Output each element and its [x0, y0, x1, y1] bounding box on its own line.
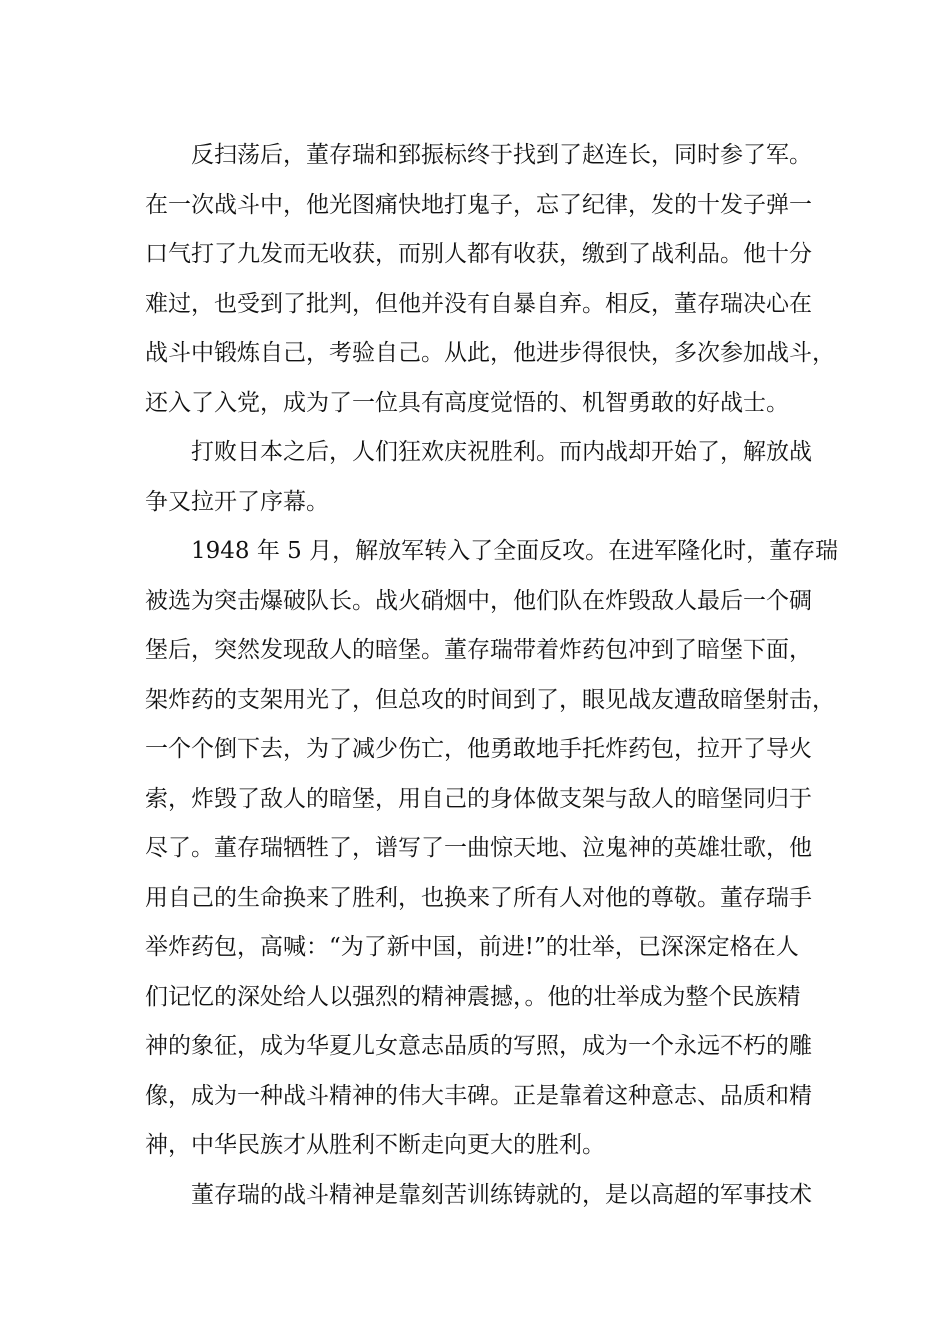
text-line: 反扫荡后，董存瑞和郅振标终于找到了赵连长，同时参了军。	[191, 142, 812, 168]
text-line: 神，中华民族才从胜利不断走向更大的胜利。	[145, 1132, 605, 1158]
text-line: 口气打了九发而无收获，而别人都有收获，缴到了战利品。他十分	[145, 241, 812, 267]
text-line: 还入了入党，成为了一位具有高度觉悟的、机智勇敢的好战士。	[145, 389, 789, 416]
text-line: 像，成为一种战斗精神的伟大丰碑。正是靠着这种意志、品质和精	[145, 1082, 812, 1109]
text-line: 董存瑞的战斗精神是靠刻苦训练铸就的，是以高超的军事技术	[191, 1181, 812, 1208]
text-line: 在一次战斗中，他光图痛快地打鬼子，忘了纪律，发的十发子弹一	[145, 191, 812, 218]
text-line: 战斗中锻炼自己，考验自己。从此，他进步得很快，多次参加战斗，	[145, 340, 835, 366]
text-line: 神的象征，成为华夏儿女意志品质的写照，成为一个永远不朽的雕	[145, 1033, 812, 1059]
document-body	[145, 131, 839, 1220]
text-line: 打败日本之后，人们狂欢庆祝胜利。而内战却开始了，解放战	[191, 439, 812, 465]
text-line: 们记忆的深处给人以强烈的精神震撼，。他的壮举成为整个民族精	[145, 983, 801, 1010]
text-line: 难过，也受到了批判，但他并没有自暴自弃。相反，董存瑞决心在	[145, 290, 812, 317]
text-line: 1948 年 5 月，解放军转入了全面反攻。在进军隆化时，董存瑞	[191, 538, 839, 564]
text-line: 架炸药的支架用光了，但总攻的时间到了，眼见战友遭敌暗堡射击，	[145, 686, 835, 713]
text-line: 被选为突击爆破队长。战火硝烟中，他们队在炸毁敌人最后一个碉	[145, 587, 812, 614]
text-line: 尽了。董存瑞牺牲了，谱写了一曲惊天地、泣鬼神的英雄壮歌，他	[145, 835, 812, 861]
text-line: 一个个倒下去，为了减少伤亡，他勇敢地手托炸药包，拉开了导火	[145, 736, 812, 762]
text-line: 索，炸毁了敌人的暗堡，用自己的身体做支架与敌人的暗堡同归于	[145, 785, 812, 812]
text-line: 争又拉开了序幕。	[145, 488, 329, 515]
text-line: 举炸药包，高喊：“为了新中国，前进!”的壮举，已深深定格在人	[145, 934, 799, 960]
text-line: 用自己的生命换来了胜利，也换来了所有人对他的尊敬。董存瑞手	[145, 884, 812, 911]
text-line: 堡后，突然发现敌人的暗堡。董存瑞带着炸药包冲到了暗堡下面，	[145, 637, 812, 663]
